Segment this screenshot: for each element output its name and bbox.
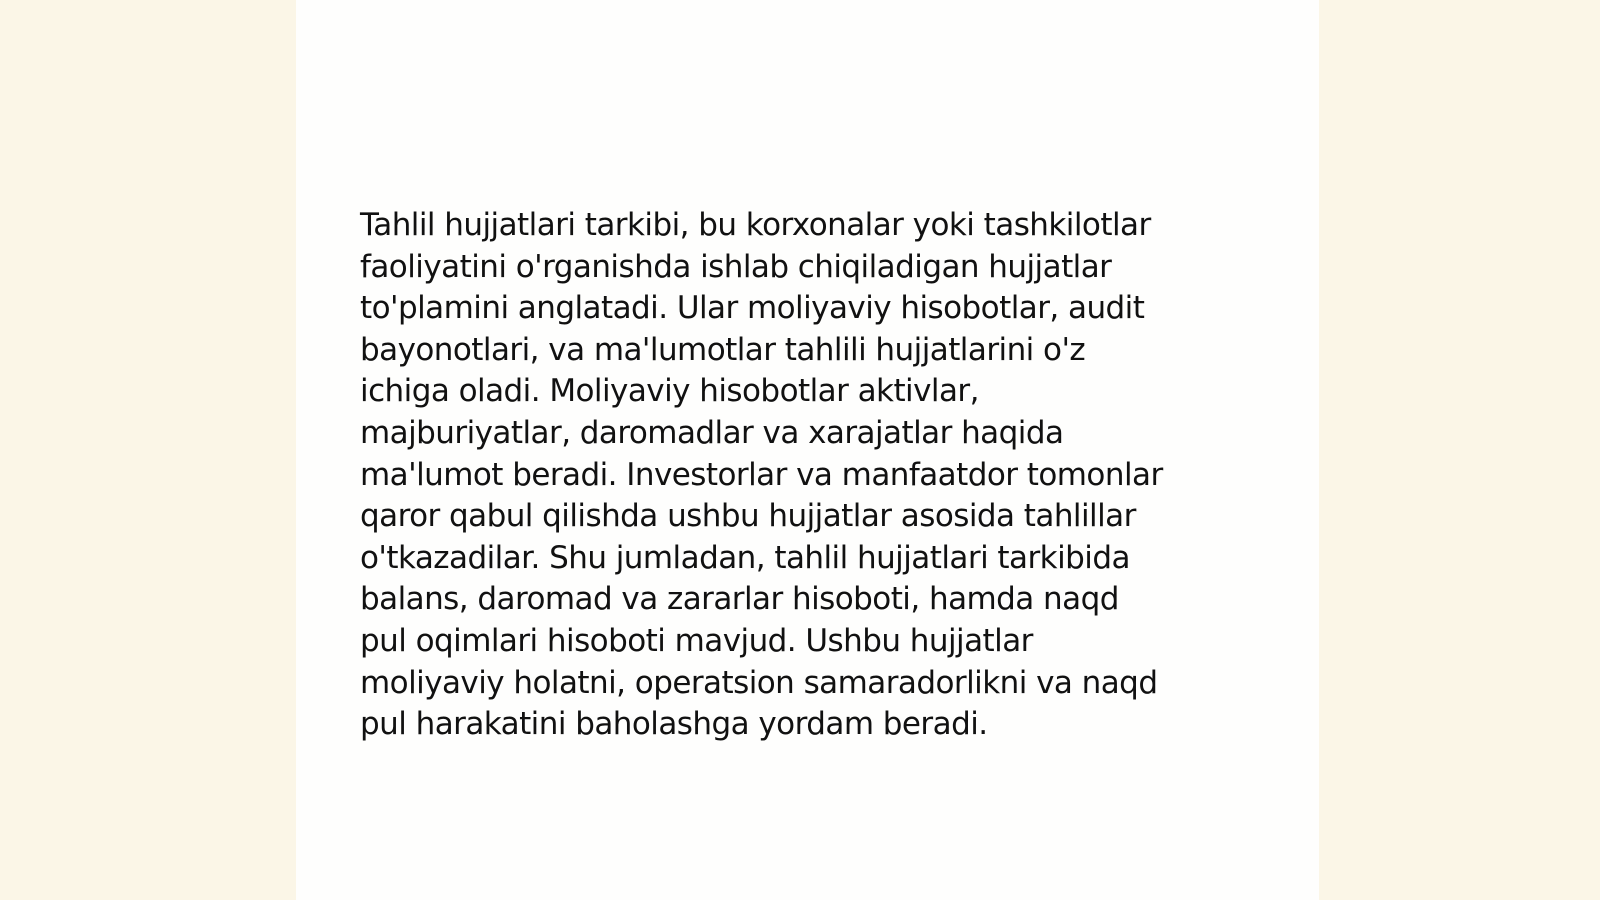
paragraph-line: pul oqimlari hisoboti mavjud. Ushbu hujjatlar [360, 622, 1033, 659]
paragraph-line: balans, daromad va zararlar hisoboti, hamda naqd [360, 581, 1119, 618]
paragraph-line: faoliyatini o'rganishda ishlab chiqiladigan hujjatlar [360, 248, 1112, 285]
body-paragraph [360, 205, 1250, 746]
paragraph-line: ma'lumot beradi. Investorlar va manfaatdor tomonlar [360, 456, 1163, 493]
right-margin-panel [1319, 0, 1600, 900]
paragraph-line: moliyaviy holatni, operatsion samaradorlikni va naqd [360, 664, 1158, 701]
paragraph-line: Tahlil hujjatlari tarkibi, bu korxonalar yoki tashkilotlar [360, 207, 1151, 243]
paragraph-line: ichiga oladi. Moliyaviy hisobotlar aktivlar, [360, 373, 979, 410]
paragraph-line: qaror qabul qilishda ushbu hujjatlar asosida tahlillar [360, 498, 1136, 535]
paragraph-line: o'tkazadilar. Shu jumladan, tahlil hujjatlari tarkibida [360, 539, 1130, 576]
paragraph-line: to'plamini anglatadi. Ular moliyaviy hisobotlar, audit [360, 290, 1145, 327]
left-margin-panel [0, 0, 296, 900]
paragraph-line: majburiyatlar, daromadlar va xarajatlar haqida [360, 414, 1064, 451]
document-slide [296, 0, 1319, 900]
paragraph-line: pul harakatini baholashga yordam beradi. [360, 706, 988, 743]
paragraph-line: bayonotlari, va ma'lumotlar tahlili hujjatlarini o'z [360, 331, 1086, 368]
